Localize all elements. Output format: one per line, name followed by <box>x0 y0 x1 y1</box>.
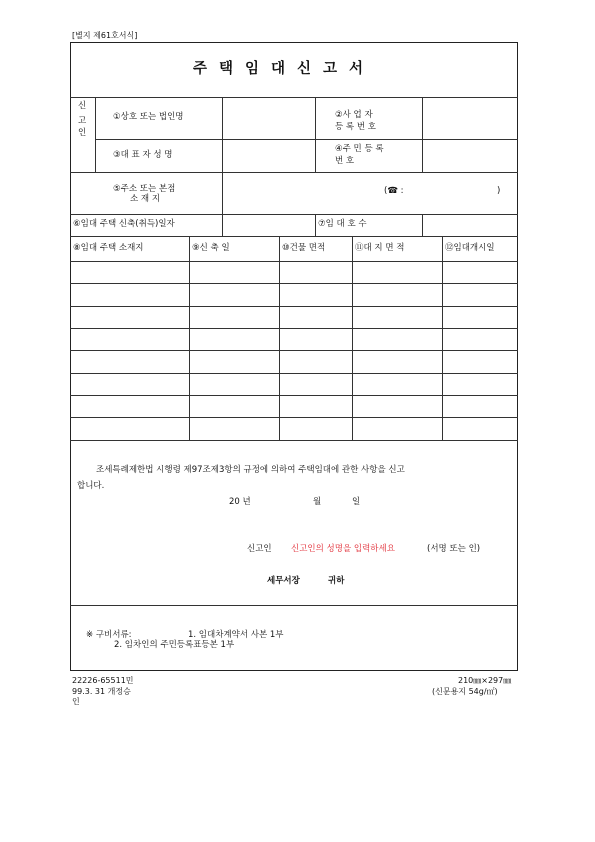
table-cell[interactable] <box>353 396 441 416</box>
table-cell[interactable] <box>71 374 188 394</box>
reporter-label-char: 신 <box>78 101 87 111</box>
table-cell[interactable] <box>190 418 278 439</box>
table-cell[interactable] <box>353 329 441 349</box>
table-cell[interactable] <box>190 284 278 305</box>
table-cell[interactable] <box>190 374 278 394</box>
phone-close: ) <box>497 186 501 196</box>
representative-name-field[interactable] <box>223 140 314 171</box>
attachment-item: 1. 임대차계약서 사본 1부 <box>188 630 284 640</box>
table-cell[interactable] <box>443 262 517 282</box>
reporter-label-char: 인 <box>78 128 87 138</box>
honorific: 귀하 <box>328 576 345 586</box>
phone-label: (☎ : <box>384 186 404 196</box>
divider-table-end <box>70 440 518 441</box>
form-number: [별지 제61호서식] <box>72 31 138 40</box>
address-label: ⑤주소 또는 본점 <box>113 184 176 194</box>
table-header: ⑨신 축 일 <box>192 243 230 253</box>
table-header: ⑪대 지 면 적 <box>355 243 405 253</box>
table-header: ⑧임대 주택 소재지 <box>73 243 144 253</box>
table-cell[interactable] <box>443 396 517 416</box>
resident-reg-field[interactable] <box>423 140 517 171</box>
table-cell[interactable] <box>71 396 188 416</box>
table-cell[interactable] <box>443 284 517 305</box>
resident-reg-label: ④주 민 등 록 <box>335 144 384 154</box>
address-field[interactable] <box>223 173 517 213</box>
table-header: ⑩건물 면적 <box>282 243 326 253</box>
table-cell[interactable] <box>353 284 441 305</box>
representative-name-label: ③대 표 자 성 명 <box>113 150 173 160</box>
address-label: 소 재 지 <box>130 194 161 204</box>
table-cell[interactable] <box>443 418 517 439</box>
table-cell[interactable] <box>443 351 517 372</box>
statement-line2: 합니다. <box>77 481 105 491</box>
business-reg-label: 등 록 번 호 <box>335 122 376 132</box>
signature-note: (서명 또는 인) <box>427 544 481 554</box>
col-label-2 <box>315 97 316 172</box>
table-cell[interactable] <box>71 329 188 349</box>
form-code: 22226-65511민 <box>72 676 134 685</box>
table-cell[interactable] <box>280 418 351 439</box>
revision-note: 99.3. 31 개정승 <box>72 687 131 696</box>
divider-row4 <box>70 236 518 237</box>
table-cell[interactable] <box>353 374 441 394</box>
table-cell[interactable] <box>353 418 441 439</box>
table-cell[interactable] <box>443 329 517 349</box>
col-label-7 <box>315 214 316 236</box>
table-cell[interactable] <box>71 418 188 439</box>
paper-type: (신문용지 54g/㎡) <box>432 687 498 696</box>
table-cell[interactable] <box>71 307 188 327</box>
table-cell[interactable] <box>71 262 188 282</box>
business-name-field[interactable] <box>223 98 314 138</box>
table-cell[interactable] <box>443 307 517 327</box>
col-reporter-label <box>95 97 96 172</box>
table-cell[interactable] <box>353 262 441 282</box>
table-cell[interactable] <box>280 351 351 372</box>
table-cell[interactable] <box>190 329 278 349</box>
rental-units-field[interactable] <box>423 215 517 235</box>
table-cell[interactable] <box>71 351 188 372</box>
rental-units-label: ⑦임 대 호 수 <box>318 219 367 229</box>
table-cell[interactable] <box>353 351 441 372</box>
revision-note: 인 <box>72 697 80 706</box>
business-reg-label: ②사 업 자 <box>335 110 373 120</box>
attachment-item: 2. 임차인의 주민등록표등본 1부 <box>114 640 235 650</box>
paper-size: 210㎜×297㎜ <box>458 676 512 685</box>
table-cell[interactable] <box>280 284 351 305</box>
table-cell[interactable] <box>280 307 351 327</box>
date-day: 일 <box>352 497 361 507</box>
form-title: 주택임대신고서 <box>193 61 376 77</box>
table-cell[interactable] <box>190 307 278 327</box>
table-header: ⑫임대개시일 <box>445 243 495 253</box>
statement-line1: 조세특례제한법 시행령 제97조제3항의 규정에 의하여 주택임대에 관한 사항을 신고 <box>96 465 405 475</box>
table-cell[interactable] <box>280 262 351 282</box>
table-cell[interactable] <box>280 374 351 394</box>
reporter-label-char: 고 <box>78 116 87 126</box>
resident-reg-label: 번 호 <box>335 156 355 166</box>
date-month: 월 <box>313 497 322 507</box>
table-cell[interactable] <box>443 374 517 394</box>
table-cell[interactable] <box>190 262 278 282</box>
date-year: 20 년 <box>229 497 251 507</box>
addressee: 세무서장 <box>267 576 300 586</box>
business-name-label: ①상호 또는 법인명 <box>113 112 184 122</box>
attachments-mark: ※ 구비서류: <box>86 630 132 640</box>
reporter-signature-label: 신고인 <box>247 544 272 554</box>
table-cell[interactable] <box>280 329 351 349</box>
table-cell[interactable] <box>190 351 278 372</box>
business-reg-field[interactable] <box>423 98 517 138</box>
table-cell[interactable] <box>190 396 278 416</box>
table-cell[interactable] <box>280 396 351 416</box>
table-cell[interactable] <box>353 307 441 327</box>
table-cell[interactable] <box>71 284 188 305</box>
divider-statement-end <box>70 605 518 606</box>
construction-date-label: ⑥임대 주택 신축(취득)일자 <box>73 219 175 229</box>
construction-date-field[interactable] <box>223 215 314 235</box>
reporter-name-input[interactable]: 신고인의 성명을 입력하세요 <box>291 544 395 554</box>
